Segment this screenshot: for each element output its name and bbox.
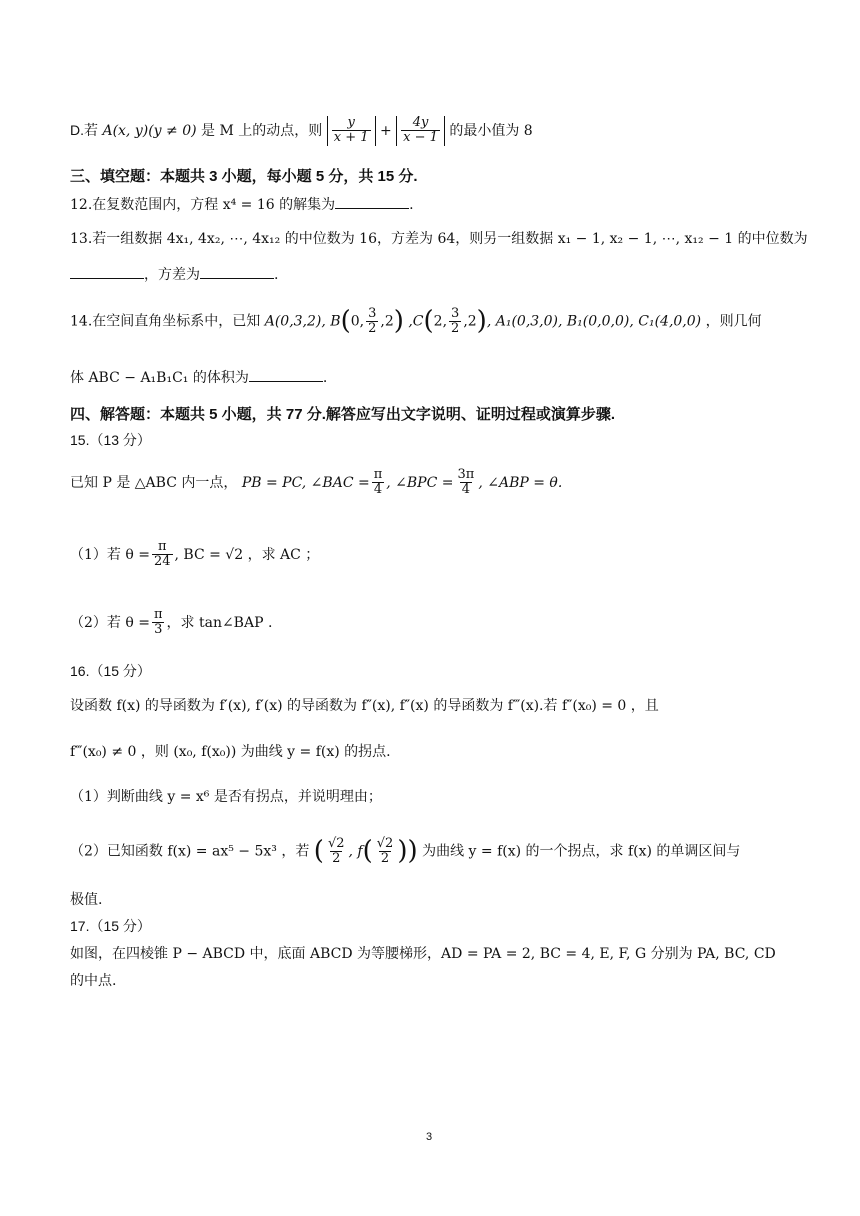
option-d-prefix: D.若	[70, 121, 98, 138]
frac-den-4: 4	[373, 482, 383, 498]
q16-part-2	[70, 836, 740, 867]
point-b-label: B	[330, 313, 341, 330]
frac-den-2: 2	[332, 851, 341, 867]
q14-text-c: 体 ABC − A₁B₁C₁ 的体积为	[70, 370, 249, 386]
q15-stem-c: , ∠BPC =	[386, 474, 454, 491]
frac-den-x-plus-1: x + 1	[333, 130, 369, 146]
q15-stem-d: , ∠ABP = θ.	[478, 474, 563, 491]
question-14-line-1	[70, 306, 762, 337]
frac-den-3: 3	[154, 622, 163, 638]
question-13-line-1: 13.若一组数据 4x₁, 4x₂, ⋯, 4x₁₂ 的中位数为 16，方差为 64，则另一组数据 x₁ − 1, x₂ − 1, ⋯, x₁₂ − 1 的中位数为	[70, 231, 808, 247]
frac-den-4: 4	[461, 482, 471, 498]
q13-end: .	[274, 267, 279, 283]
option-d	[70, 116, 533, 146]
q15-1b: , BC = √2 ，求 AC ；	[174, 546, 320, 563]
q16-stem-line-1: 设函数 f(x) 的导函数为 f′(x), f′(x) 的导函数为 f″(x), f″(x) 的导函数为 f‴(x).若 f″(x₀) = 0 ，且	[70, 698, 659, 714]
q14-end: .	[322, 370, 328, 386]
frac-num-y: y	[347, 115, 355, 130]
frac-num-sqrt2: √2	[327, 835, 345, 851]
plus-sign: +	[379, 122, 392, 139]
q15-1a: （1）若 θ =	[70, 546, 150, 563]
point-b-z: ,2	[380, 313, 394, 330]
q16-2a: （2）已知函数 f(x) = ax⁵ − 5x³ ，若	[70, 843, 310, 860]
q15-2a: （2）若 θ =	[70, 614, 150, 631]
q17-header: 17.（15 分）	[70, 918, 151, 934]
frac-num: 3	[368, 305, 377, 321]
question-13-line-2	[70, 266, 278, 284]
q17-stem-line-1: 如图，在四棱锥 P − ABCD 中，底面 ABCD 为等腰梯形，AD = PA = 2, BC = 4, E, F, G 分别为 PA, BC, CD	[70, 946, 776, 962]
page-number: 3	[426, 1131, 433, 1143]
frac-num-pi: π	[157, 539, 167, 554]
frac-num-3pi: 3π	[457, 467, 475, 482]
answer-blank-q13-variance[interactable]	[200, 266, 274, 279]
q17-stem-line-2: 的中点.	[70, 973, 117, 989]
frac-den: 2	[451, 321, 460, 337]
answer-blank-q13-median[interactable]	[70, 266, 144, 279]
question-12	[70, 196, 414, 214]
paren: )	[393, 306, 404, 336]
q16-stem-line-2: f‴(x₀) ≠ 0 ，则 (x₀, f(x₀)) 为曲线 y = f(x) 的拐点.	[70, 744, 391, 760]
option-d-tail: 的最小值为 8	[449, 122, 533, 139]
q15-stem	[70, 468, 562, 498]
point-c-z: ,2	[463, 313, 477, 330]
section-3-heading: 三、填空题：本题共 3 小题，每小题 5 分，共 15 分.	[70, 168, 418, 185]
paren: (	[362, 836, 373, 866]
q15-stem-a: 已知 P 是 △ABC 内一点，	[70, 474, 238, 491]
q16-part-1: （1）判断曲线 y = x⁶ 是否有拐点，并说明理由；	[70, 789, 382, 805]
frac-den-x-minus-1: x − 1	[403, 130, 438, 146]
point-c-x: 2,	[433, 313, 448, 330]
q16-2b: 为曲线 y = f(x) 的一个拐点，求 f(x) 的单调区间与	[422, 843, 741, 860]
paren: (	[340, 306, 351, 336]
q14-text: 14.在空间直角坐标系中，已知	[70, 313, 261, 330]
frac-den-2: 2	[380, 851, 390, 867]
frac-num-4y: 4y	[412, 115, 429, 130]
section-4-heading: 四、解答题：本题共 5 小题，共 77 分.解答应写出文字说明、证明过程或演算步骤.	[70, 406, 616, 423]
answer-blank-q14[interactable]	[249, 369, 323, 382]
point-b-x: 0,	[350, 313, 365, 330]
paren: )	[397, 836, 408, 866]
abs-term-1	[327, 116, 376, 146]
frac-den: 2	[368, 321, 377, 337]
comma-f: , f	[348, 843, 363, 860]
frac-num-sqrt2: √2	[376, 835, 394, 851]
q15-2b: ，求 tan∠BAP .	[166, 614, 273, 631]
abs-term-2	[396, 116, 445, 146]
paren: (	[313, 836, 324, 866]
q15-header: 15.（13 分）	[70, 432, 151, 448]
frac-num: 3	[451, 305, 460, 321]
q13-variance-label: ，方差为	[144, 267, 200, 283]
paren: )	[407, 836, 418, 866]
q14-text-b: ，则几何	[705, 313, 762, 330]
q15-part-1	[70, 540, 319, 570]
frac-num-pi: π	[373, 467, 383, 482]
option-d-mid: 是 M 上的动点，则	[201, 122, 323, 139]
point-c-label: ,C	[408, 313, 424, 330]
point-a: A(0,3,2),	[264, 313, 326, 330]
q16-part-2-cont: 极值.	[70, 892, 103, 908]
option-d-condition: A(x, y)(y ≠ 0)	[102, 122, 197, 139]
q16-header: 16.（15 分）	[70, 663, 151, 679]
q12-text: 12.在复数范围内，方程 x⁴ = 16 的解集为	[70, 197, 336, 213]
answer-blank-q12[interactable]	[335, 196, 409, 209]
paren: (	[423, 306, 434, 336]
points-rest: , A₁(0,3,0), B₁(0,0,0), C₁(4,0,0)	[486, 313, 702, 330]
q12-end: .	[409, 197, 414, 213]
q15-stem-b: PB = PC, ∠BAC =	[241, 474, 370, 491]
question-14-line-2	[70, 369, 327, 387]
q15-part-2	[70, 608, 272, 638]
paren: )	[476, 306, 487, 336]
frac-num-pi: π	[153, 607, 163, 622]
frac-den-24: 24	[153, 554, 171, 570]
